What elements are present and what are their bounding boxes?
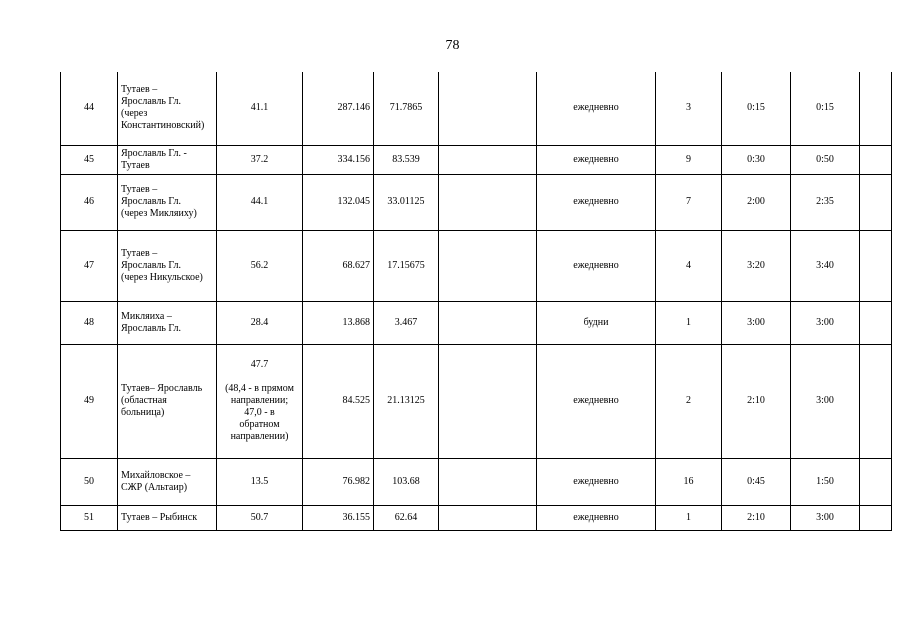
route-cell <box>118 458 217 505</box>
length-value: 28.4 <box>250 316 269 328</box>
time-cell-2: 3:00 <box>791 344 860 458</box>
time-cell-2: 3:00 <box>791 301 860 344</box>
route-line: Ярославль Гл. <box>121 259 181 271</box>
route-line: Тутаев <box>121 159 150 171</box>
route-line: Микляиха – <box>121 310 172 322</box>
length-value: 50.7 <box>250 511 269 523</box>
route-cell <box>118 145 217 174</box>
length-note-line: направлении; <box>230 395 289 406</box>
route-line: Тутаев – <box>121 184 158 195</box>
time-cell-1: 3:00 <box>722 301 791 344</box>
last-cell <box>860 145 892 174</box>
row-number-cell: 49 <box>61 344 118 458</box>
last-cell <box>860 301 892 344</box>
last-cell <box>860 458 892 505</box>
time-cell-2: 0:15 <box>791 72 860 145</box>
route-line: (через Никульское) <box>121 271 203 283</box>
time-cell-1: 2:00 <box>722 174 791 230</box>
length-cell <box>217 505 303 530</box>
value-cell-4: 132.045 <box>303 174 374 230</box>
value-cell-5: 103.68 <box>374 458 439 505</box>
row-number-cell: 44 <box>61 72 118 145</box>
trips-cell: 2 <box>656 344 722 458</box>
days-cell: ежедневно <box>537 145 656 174</box>
route-line: (областная <box>121 395 167 406</box>
route-cell <box>118 174 217 230</box>
table-row <box>61 458 892 505</box>
length-value: 37.2 <box>250 153 269 165</box>
table-row <box>61 505 892 530</box>
table-row <box>61 174 892 230</box>
empty-cell-6 <box>439 458 537 505</box>
table-row <box>61 344 892 458</box>
empty-cell-6 <box>439 344 537 458</box>
value-cell-4: 36.155 <box>303 505 374 530</box>
route-cell <box>118 344 217 458</box>
table-row <box>61 301 892 344</box>
value-cell-4: 13.868 <box>303 301 374 344</box>
time-cell-2: 1:50 <box>791 458 860 505</box>
length-value: 56.2 <box>250 259 269 271</box>
row-number-cell: 46 <box>61 174 118 230</box>
last-cell <box>860 72 892 145</box>
days-cell: ежедневно <box>537 72 656 145</box>
route-line: Тутаев – Рыбинск <box>121 511 198 523</box>
trips-cell: 16 <box>656 458 722 505</box>
time-cell-2: 3:40 <box>791 230 860 301</box>
time-cell-1: 0:45 <box>722 458 791 505</box>
length-cell <box>217 145 303 174</box>
value-cell-4: 84.525 <box>303 344 374 458</box>
trips-cell: 3 <box>656 72 722 145</box>
value-cell-4: 334.156 <box>303 145 374 174</box>
length-note-line: 47,0 - в <box>244 407 275 418</box>
time-cell-1: 2:10 <box>722 344 791 458</box>
length-cell <box>217 344 303 458</box>
trips-cell: 9 <box>656 145 722 174</box>
row-number-cell: 48 <box>61 301 118 344</box>
value-cell-4: 68.627 <box>303 230 374 301</box>
length-cell <box>217 174 303 230</box>
value-cell-5: 17.15675 <box>374 230 439 301</box>
route-line: Михайловское – <box>121 469 191 481</box>
length-value: 13.5 <box>250 475 269 487</box>
days-cell: ежедневно <box>537 458 656 505</box>
time-cell-2: 3:00 <box>791 505 860 530</box>
length-cell <box>217 230 303 301</box>
days-cell: ежедневно <box>537 230 656 301</box>
table-row <box>61 72 892 145</box>
empty-cell-6 <box>439 301 537 344</box>
days-cell: ежедневно <box>537 505 656 530</box>
route-line: Ярославль Гл. - <box>121 147 187 159</box>
days-cell: будни <box>537 301 656 344</box>
route-cell <box>118 301 217 344</box>
time-cell-1: 0:15 <box>722 72 791 145</box>
route-line: Ярославль Гл. <box>121 196 181 207</box>
empty-cell-6 <box>439 505 537 530</box>
route-line: СЖР (Альтаир) <box>121 481 188 493</box>
page-number: 78 <box>445 38 460 53</box>
length-note-line: направлении) <box>230 431 289 442</box>
length-cell <box>217 301 303 344</box>
row-number-cell: 50 <box>61 458 118 505</box>
trips-cell: 7 <box>656 174 722 230</box>
value-cell-5: 62.64 <box>374 505 439 530</box>
value-cell-4: 76.982 <box>303 458 374 505</box>
time-cell-2: 2:35 <box>791 174 860 230</box>
row-number-cell: 45 <box>61 145 118 174</box>
route-line: Ярославль Гл. <box>121 322 181 334</box>
trips-cell: 1 <box>656 301 722 344</box>
row-number-cell: 47 <box>61 230 118 301</box>
route-line: Тутаев – <box>121 247 158 259</box>
length-value: 44.1 <box>250 196 269 207</box>
route-line: Константиновский) <box>121 120 205 132</box>
last-cell <box>860 174 892 230</box>
route-line: больница) <box>121 407 165 418</box>
time-cell-1: 3:20 <box>722 230 791 301</box>
table-row <box>61 145 892 174</box>
route-line: Ярославль Гл. <box>121 96 181 108</box>
length-value: 47.7 <box>250 359 269 370</box>
time-cell-2: 0:50 <box>791 145 860 174</box>
length-note-line: обратном <box>239 419 280 430</box>
trips-cell: 4 <box>656 230 722 301</box>
trips-cell: 1 <box>656 505 722 530</box>
empty-cell-6 <box>439 230 537 301</box>
route-table <box>60 72 892 531</box>
last-cell <box>860 344 892 458</box>
route-line: (через <box>121 108 148 120</box>
last-cell <box>860 505 892 530</box>
value-cell-5: 21.13125 <box>374 344 439 458</box>
route-cell <box>118 72 217 145</box>
value-cell-5: 33.01125 <box>374 174 439 230</box>
value-cell-5: 71.7865 <box>374 72 439 145</box>
row-number-cell: 51 <box>61 505 118 530</box>
value-cell-4: 287.146 <box>303 72 374 145</box>
length-cell <box>217 458 303 505</box>
route-line: Тутаев– Ярославль <box>121 383 203 394</box>
length-note-line: (48,4 - в прямом <box>225 383 294 394</box>
route-line: Тутаев – <box>121 84 158 96</box>
last-cell <box>860 230 892 301</box>
empty-cell-6 <box>439 72 537 145</box>
route-line: (через Микляиху) <box>121 208 197 219</box>
table-row <box>61 230 892 301</box>
value-cell-5: 83.539 <box>374 145 439 174</box>
empty-cell-6 <box>439 174 537 230</box>
length-value: 41.1 <box>250 102 269 114</box>
value-cell-5: 3.467 <box>374 301 439 344</box>
route-cell <box>118 505 217 530</box>
time-cell-1: 0:30 <box>722 145 791 174</box>
days-cell: ежедневно <box>537 344 656 458</box>
route-cell <box>118 230 217 301</box>
empty-cell-6 <box>439 145 537 174</box>
days-cell: ежедневно <box>537 174 656 230</box>
time-cell-1: 2:10 <box>722 505 791 530</box>
length-cell <box>217 72 303 145</box>
